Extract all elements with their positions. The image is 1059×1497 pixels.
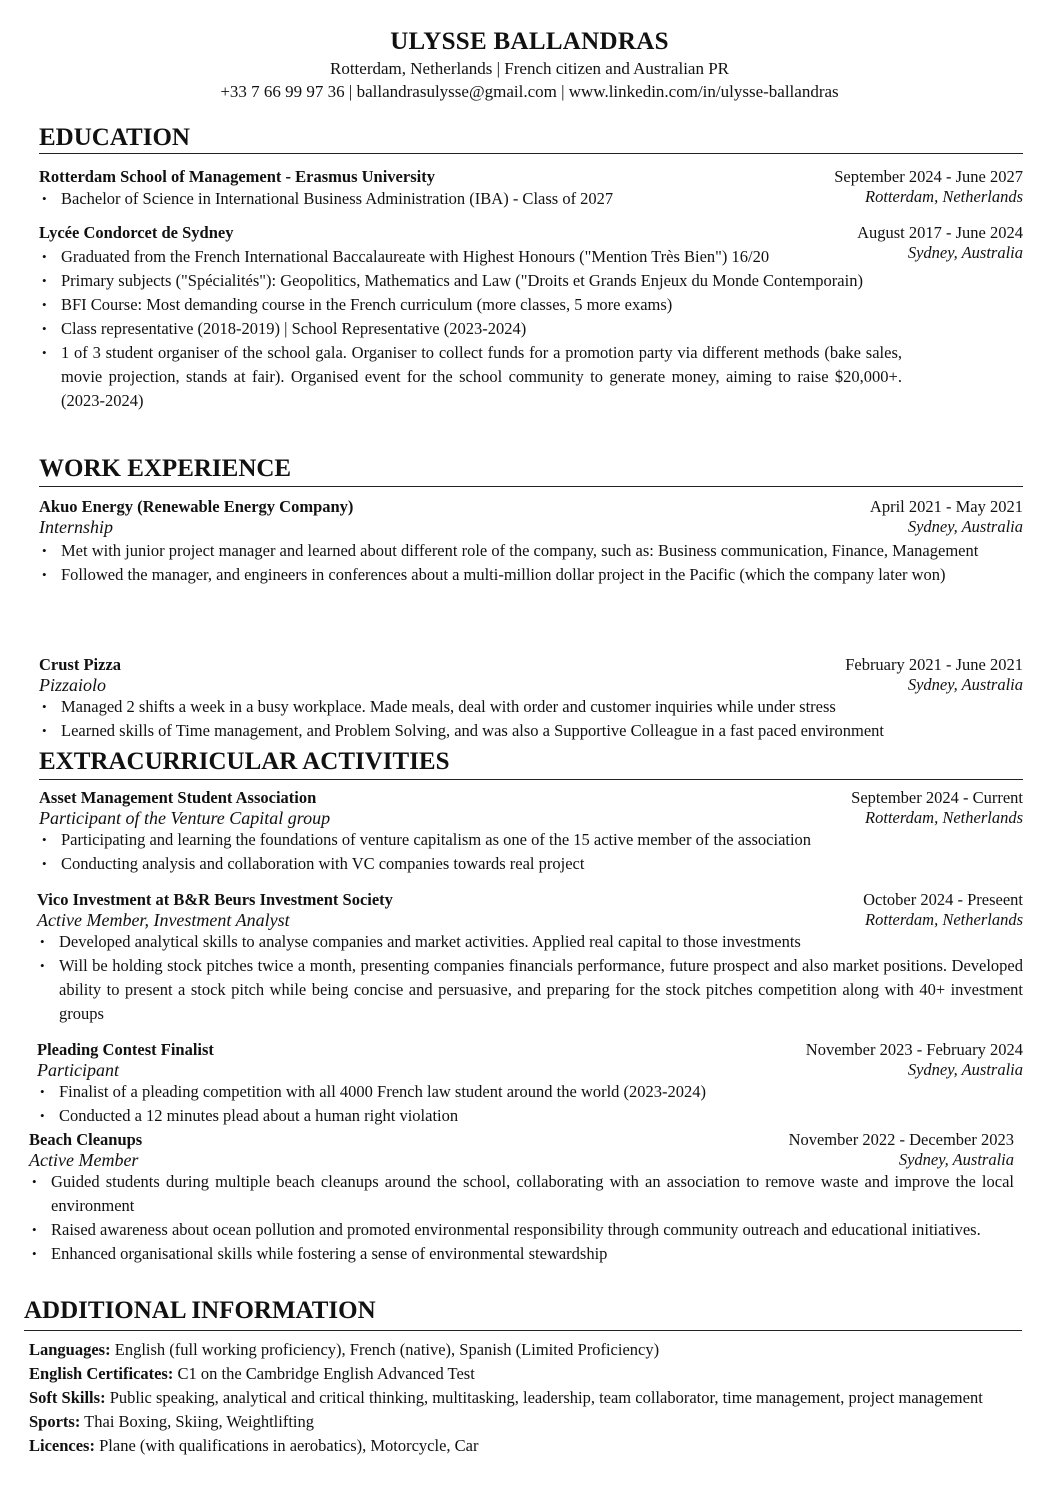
entry-dates: February 2021 - June 2021	[845, 655, 1023, 674]
entry-role: Active Member	[29, 1150, 139, 1170]
work-entry-crust	[39, 655, 1023, 743]
licences-label: Licences:	[29, 1436, 95, 1455]
list-item: • 1 of 3 student organiser of the school gala. Organiser to collect funds for a promotion party via different methods (bake sales, movie projection, stands at fair). Organised event for the school community to generate money, aiming to raise $20,000+. (2023-2024)	[39, 341, 902, 413]
additional-information	[29, 1338, 1014, 1458]
entry-location: Sydney, Australia	[907, 1060, 1023, 1079]
entry-location: Rotterdam, Netherlands	[865, 808, 1023, 827]
education-entry-lycee	[39, 223, 1023, 413]
entry-location: Sydney, Australia	[907, 243, 1023, 262]
licences-value: Plane (with qualifications in aerobatics), Motorcycle, Car	[99, 1436, 479, 1455]
activity-entry-beach-cleanups	[29, 1130, 1014, 1266]
activity-entry-vico	[37, 890, 1023, 1026]
section-divider	[24, 1330, 1022, 1331]
entry-dates: October 2024 - Preseent	[863, 890, 1023, 909]
section-title-extracurricular: EXTRACURRICULAR ACTIVITIES	[39, 748, 450, 775]
languages-line	[29, 1338, 1014, 1362]
entry-organization: Rotterdam School of Management - Erasmus University	[39, 167, 435, 186]
activity-entry-pleading	[37, 1040, 1023, 1128]
entry-organization: Lycée Condorcet de Sydney	[39, 223, 234, 242]
list-item: • Raised awareness about ocean pollution and promoted environmental responsibility through community outreach and educational initiatives.	[29, 1218, 1014, 1242]
sports-line	[29, 1410, 1014, 1434]
soft-skills-line	[29, 1386, 1014, 1410]
list-item: • Developed analytical skills to analyse companies and market activities. Applied real capital to those investments	[37, 930, 1023, 954]
bullet-list	[37, 1080, 1023, 1128]
section-title-work-experience: WORK EXPERIENCE	[39, 455, 292, 482]
list-item: • Conducted a 12 minutes plead about a human right violation	[37, 1104, 1023, 1128]
list-item: • Guided students during multiple beach cleanups around the school, collaborating with an association to remove waste and improve the local environment	[29, 1170, 1014, 1218]
list-item: • Bachelor of Science in International Business Administration (IBA) - Class of 2027	[39, 187, 613, 211]
languages-label: Languages:	[29, 1340, 111, 1359]
soft-skills-label: Soft Skills:	[29, 1388, 106, 1407]
list-item: • Met with junior project manager and learned about different role of the company, such as: Business communication, Finance, Management	[39, 539, 1023, 563]
education-entry-rsm	[39, 167, 1023, 211]
entry-organization: Crust Pizza	[39, 655, 122, 674]
list-item: • Will be holding stock pitches twice a month, presenting companies financials performance, future prospect and also market positions. Developed ability to present a stock pitch while being concise and persuasive, and preparing for the stock pitches competition along with 40+ investment groups	[37, 954, 1023, 1026]
section-title-additional-information: ADDITIONAL INFORMATION	[24, 1297, 376, 1324]
entry-dates: September 2024 - June 2027	[834, 167, 1023, 186]
entry-organization: Vico Investment at B&R Beurs Investment Society	[37, 890, 393, 909]
entry-dates: April 2021 - May 2021	[869, 497, 1023, 516]
entry-role: Pizzaiolo	[39, 675, 107, 695]
list-item: • Finalist of a pleading competition with all 4000 French law student around the world (2023-2024)	[37, 1080, 1023, 1104]
entry-location: Sydney, Australia	[898, 1150, 1014, 1169]
entry-organization: Asset Management Student Association	[39, 788, 317, 807]
section-divider	[39, 153, 1023, 154]
section-divider	[39, 486, 1023, 487]
activity-entry-asset-management	[39, 788, 1023, 876]
certificates-label: English Certificates:	[29, 1364, 174, 1383]
list-item: • Class representative (2018-2019) | School Representative (2023-2024)	[39, 317, 902, 341]
bullet-list	[39, 187, 613, 211]
certificates-value: C1 on the Cambridge English Advanced Test	[177, 1364, 475, 1383]
list-item: • Managed 2 shifts a week in a busy workplace. Made meals, deal with order and customer inquiries while under stress	[39, 695, 1023, 719]
entry-dates: September 2024 - Current	[851, 788, 1023, 807]
bullet-list	[37, 930, 1023, 1026]
entry-location: Sydney, Australia	[907, 675, 1023, 694]
bullet-list	[39, 828, 1023, 876]
languages-value: English (full working proficiency), French (native), Spanish (Limited Proficiency)	[114, 1340, 660, 1359]
entry-organization: Pleading Contest Finalist	[37, 1040, 214, 1059]
resume-header	[0, 27, 1059, 103]
list-item: • Participating and learning the foundations of venture capitalism as one of the 15 active member of the association	[39, 828, 1023, 852]
entry-role: Participant	[37, 1060, 119, 1080]
bullet-list	[39, 539, 1023, 587]
list-item: • BFI Course: Most demanding course in the French curriculum (more classes, 5 more exams)	[39, 293, 902, 317]
entry-organization: Akuo Energy (Renewable Energy Company)	[39, 497, 354, 516]
contact-line: +33 7 66 99 97 36 | ballandrasulysse@gmail.com | www.linkedin.com/in/ulysse-ballandras	[220, 82, 839, 101]
section-title-education: EDUCATION	[39, 124, 190, 151]
entry-role: Participant of the Venture Capital group	[39, 808, 331, 828]
list-item: • Followed the manager, and engineers in conferences about a multi-million dollar project in the Pacific (which the company later won)	[39, 563, 1023, 587]
list-item: • Graduated from the French International Baccalaureate with Highest Honours ("Mention Très Bien") 16/20	[39, 245, 902, 269]
work-entry-akuo	[39, 497, 1023, 587]
section-divider	[39, 779, 1023, 780]
entry-dates: August 2017 - June 2024	[857, 223, 1023, 242]
soft-skills-value: Public speaking, analytical and critical thinking, multitasking, leadership, team collaborator, time management, project management	[109, 1388, 983, 1407]
entry-role: Active Member, Investment Analyst	[37, 910, 290, 930]
certificates-line	[29, 1362, 1014, 1386]
entry-location: Rotterdam, Netherlands	[865, 910, 1023, 929]
bullet-list	[39, 695, 1023, 743]
bullet-list	[39, 245, 902, 413]
entry-organization: Beach Cleanups	[29, 1130, 143, 1149]
licences-line	[29, 1434, 1014, 1458]
candidate-name: ULYSSE BALLANDRAS	[390, 28, 669, 55]
bullet-list	[29, 1170, 1014, 1266]
list-item: • Enhanced organisational skills while fostering a sense of environmental stewardship	[29, 1242, 1014, 1266]
entry-dates: November 2022 - December 2023	[788, 1130, 1014, 1149]
sports-value: Thai Boxing, Skiing, Weightlifting	[84, 1412, 314, 1431]
sports-label: Sports:	[29, 1412, 81, 1431]
list-item: • Primary subjects ("Spécialités"): Geopolitics, Mathematics and Law ("Droits et Grands Enjeux du Monde Contemporain)	[39, 269, 902, 293]
list-item: • Conducting analysis and collaboration with VC companies towards real project	[39, 852, 1023, 876]
entry-location: Sydney, Australia	[907, 517, 1023, 536]
entry-dates: November 2023 - February 2024	[805, 1040, 1023, 1059]
entry-location: Rotterdam, Netherlands	[865, 187, 1023, 206]
entry-role: Internship	[39, 517, 113, 537]
list-item: • Learned skills of Time management, and Problem Solving, and was also a Supportive Colleague in a fast paced environment	[39, 719, 1023, 743]
location-citizenship: Rotterdam, Netherlands | French citizen and Australian PR	[329, 59, 730, 78]
